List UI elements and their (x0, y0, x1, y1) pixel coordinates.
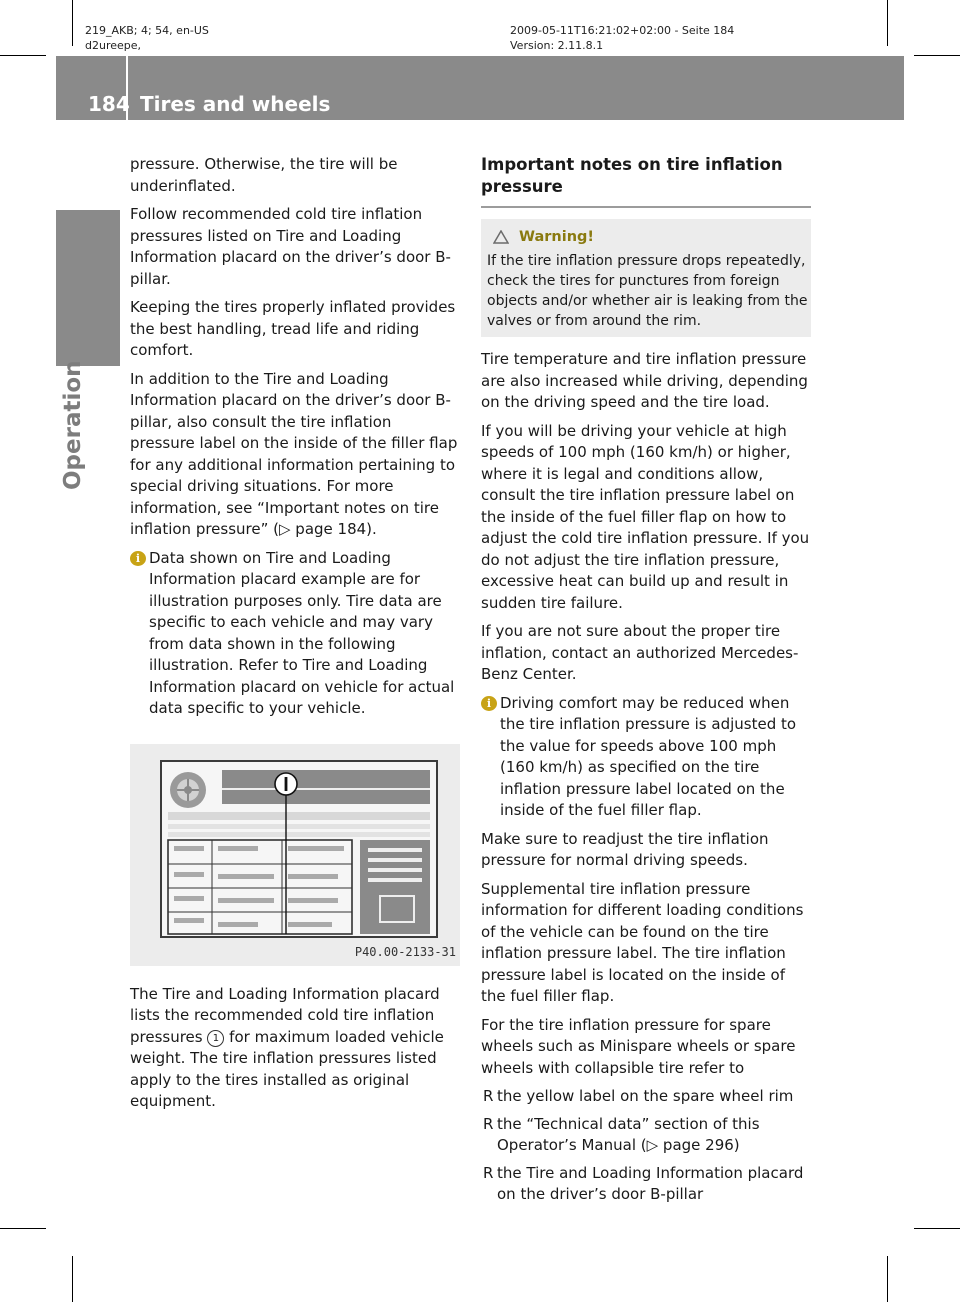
crop-mark (914, 1228, 960, 1229)
warning-box (481, 219, 811, 337)
paragraph: If you are not sure about the proper tire inflation, contact an authorized Mercedes-Benz Center. (481, 622, 799, 683)
tire-placard-illustration (160, 760, 438, 938)
print-editor: d2ureepe, (85, 39, 142, 52)
crop-mark (0, 55, 46, 56)
list-item-text: the “Technical data” section of this Operator’s Manual (▷ page 296) (497, 1114, 760, 1154)
crop-mark (914, 55, 960, 56)
crop-mark (0, 1228, 46, 1229)
info-note (481, 693, 811, 822)
crop-mark (887, 1256, 888, 1302)
text-span: for maximum loaded vehicle weight. The tire inflation pressures listed apply to the tires installed as original equipment. (130, 1027, 444, 1110)
list-item-text: the Tire and Loading Information placard on the driver’s door B-pillar (497, 1163, 804, 1203)
info-icon: i (130, 551, 146, 566)
paragraph: If you will be driving your vehicle at high speeds of 100 mph (160 km/h) or higher, where it is legal and conditions allow, consult the tire inflation pressure label on the inside of the fuel filler flap on how to adjust the cold tire inflation pressure. If you do not adjust the tire inflation pressure, excessive heat can build up and result in sudden tire failure. (481, 421, 810, 612)
warning-header (487, 227, 809, 247)
list-item (481, 1086, 811, 1108)
paragraph: Tire temperature and tire inflation pressure are also increased while driving, depending on the driving speed and the tire load. (481, 350, 808, 411)
crop-mark (887, 0, 888, 46)
paragraph: In addition to the Tire and Loading Information placard on the driver’s door B-pillar, also consult the tire inflation pressure label on the inside of the filler flap for any additional information pertaining to special driving situations. For more information, see “Important notes on tire inflation pressure” (▷ page 184). (130, 369, 458, 538)
print-version: Version: 2.11.8.1 (510, 39, 604, 52)
side-tab (56, 210, 120, 366)
paragraph (130, 984, 460, 1113)
bullet-mark: R (483, 1114, 494, 1133)
callout-reference: 1 (207, 1030, 224, 1047)
paragraph: pressure. Otherwise, the tire will be underinflated. (130, 155, 398, 195)
print-job-id: 219_AKB; 4; 54, en-US (85, 24, 209, 37)
info-note-text: Driving comfort may be reduced when the tire inflation pressure is adjusted to the value for speeds above 100 mph (160 km/h) as specified on the tire inflation pressure label located on the inside of the fuel filler flap. (500, 693, 797, 819)
text-span: The Tire and Loading Information placard lists the recommended cold tire inflation pressures (130, 984, 440, 1046)
print-meta-left (85, 23, 209, 53)
wheel-icon (170, 772, 206, 808)
list-item-text: the yellow label on the spare wheel rim (497, 1087, 794, 1105)
bullet-mark: R (483, 1087, 494, 1105)
list-item (481, 1114, 811, 1157)
bullet-mark: R (483, 1163, 494, 1182)
figure-code: P40.00-2133-31 (354, 945, 456, 959)
placard-figure (130, 744, 460, 966)
info-note (130, 548, 460, 720)
paragraph: Make sure to readjust the tire inflation pressure for normal driving speeds. (481, 829, 769, 869)
subsection-heading: Important notes on tire inflation pressure (481, 154, 811, 208)
warning-title: Warning! (519, 229, 595, 245)
info-icon: i (481, 696, 497, 711)
right-column (481, 154, 811, 1212)
paragraph: For the tire inflation pressure for spare wheels such as Minispare wheels or spare wheels with collapsible tire refer to (481, 1015, 796, 1077)
paragraph: Keeping the tires properly inflated provides the best handling, tread life and riding comfort. (130, 298, 456, 359)
page-number: 184 (88, 92, 130, 116)
crop-mark (72, 0, 73, 46)
section-title: Tires and wheels (140, 92, 331, 116)
print-meta-right (510, 23, 734, 53)
warning-triangle-icon (493, 230, 509, 244)
paragraph: Supplemental tire inflation pressure information for different loading conditions of the vehicle can be found on the tire inflation pressure label. The tire inflation pressure label is located on the inside of the fuel filler flap. (481, 879, 804, 1005)
warning-text: If the tire inflation pressure drops repeatedly, check the tires for punctures from foreign objects and/or whether air is leaking from the valves or from around the rim. (487, 253, 808, 329)
crop-mark (72, 1256, 73, 1302)
info-note-text: Data shown on Tire and Loading Information placard example are for illustration purposes only. Tire data are specific to each vehicle and may vary from data shown in the following illustration. Refer to Tire and Loading Information placard on vehicle for actual data specific to your vehicle. (149, 548, 455, 717)
side-label: Operation (60, 360, 86, 490)
print-timestamp: 2009-05-11T16:21:02+02:00 - Seite 184 (510, 24, 735, 37)
paragraph: Follow recommended cold tire inflation pressures listed on Tire and Loading Information placard on the driver’s door B-pillar. (130, 205, 451, 288)
left-column (130, 154, 460, 1120)
list-item (481, 1163, 811, 1206)
